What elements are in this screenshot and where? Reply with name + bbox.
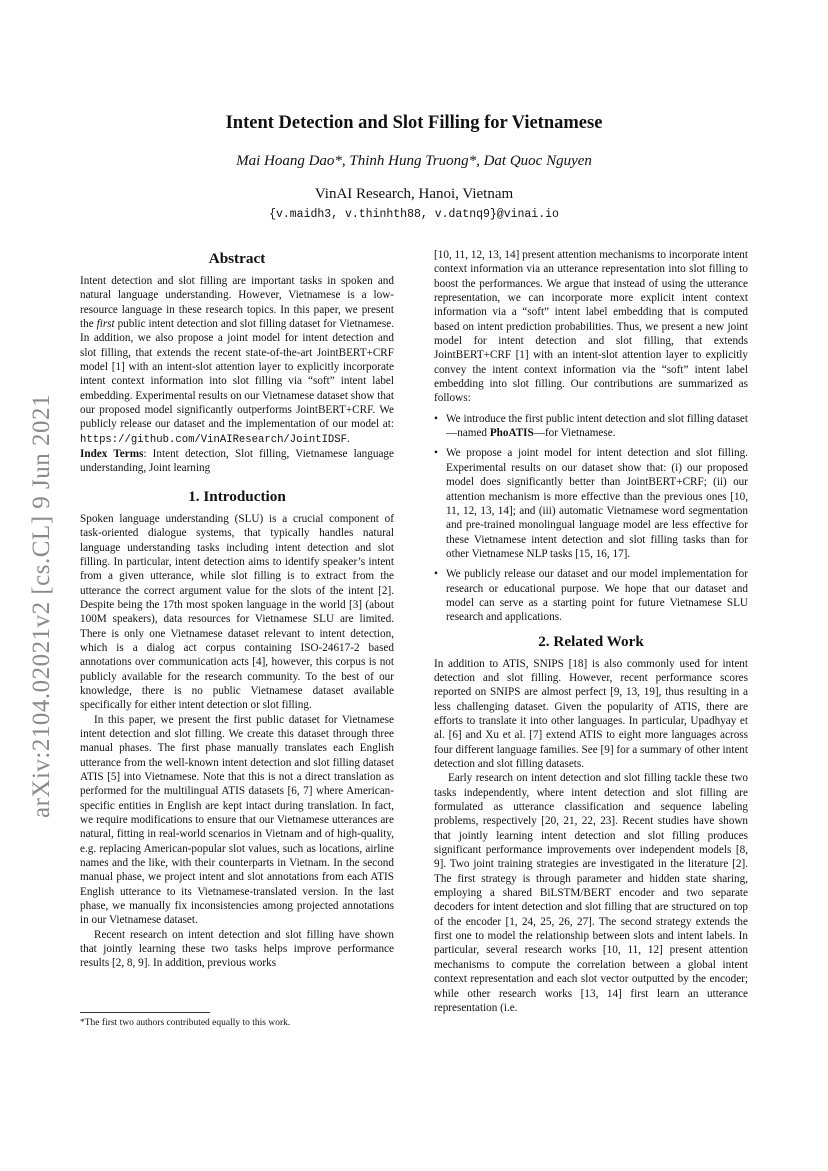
bullet-icon: • (434, 447, 438, 460)
arxiv-stamp-text: arXiv:2104.02021v2 [cs.CL] 9 Jun 2021 (28, 393, 55, 819)
footnote-text: *The first two authors contributed equally to this work. (80, 1018, 291, 1028)
intro-paragraph-2: In this paper, we present the first public dataset for Vietnamese intent detection and slot filling. We create this dataset through three manual phases. The first phase manually translates each English utterance from the well-known intent detection and slot filling dataset ATIS [5] into Vietnamese. Note that this is not a direct translation as performed for the multilingual ATIS datasets [6, 7] where American-specific entities in English are kept intact during translation. In fact, we require modifications to ensure that our Vietnamese utterances are natural, fitting in real-world scenarios in Vietnam and of high-quality, e.g. replacing American-popular slot values, such as locations, airline names and the like, with their counterparts in Vietnam. In the second manual phase, we project intent and slot annotations from each ATIS English utterance to its Vietnamese-translated version. In the last phase, we manually fix inconsistencies among projected annotations in our Vietnamese dataset. (80, 713, 394, 927)
intro-paragraph-3: Recent research on intent detection and slot filling have shown that jointly learning these two tasks helps improve performance results [2, 8, 9]. In addition, previous works (80, 928, 394, 970)
paper-title: Intent Detection and Slot Filling for Vietnamese (225, 113, 603, 133)
arxiv-stamp (24, 376, 60, 836)
list-item: • We propose a joint model for intent detection and slot filling. Experimental results on our dataset show that: (i) our proposed model does significantly better than JointBERT+CRF; (ii) our attention mechanism is more effective than the previous ones [10, 11, 12, 13, 14]; and (iii) automatic Vietnamese word segmentation and pre-trained monolingual language model are less effective for these Vietnamese intent detection and slot filling tasks than for other Vietnamese NLP tasks [15, 16, 17]. (434, 447, 748, 560)
author-list: Mai Hoang Dao*, Thinh Hung Truong*, Dat Quoc Nguyen (236, 153, 592, 169)
abstract-section (80, 250, 394, 476)
abstract-text: Intent detection and slot filling are important tasks in spoken and natural language understanding. However, Vietnamese is a low-resource language in these research topics. In this paper, we present the first public intent detection and slot filling dataset for Vietnamese. In addition, we also propose a joint model for intent detection and slot filling, that extends the recent state-of-the-art JointBERT+CRF model [1] with an intent-slot attention layer to explicitly incorporate intent context information into slot filling via “soft” intent label embedding. Experimental results on our Vietnamese dataset show that our proposed model significantly outperforms JointBERT+CRF. We publicly release our dataset and the implementation of our model at: https://github.com/VinAIResearch/JointIDSF. (80, 275, 394, 446)
list-item: • We publicly release our dataset and our model implementation for research or educational purpose. We hope that our dataset and model can serve as a starting point for future Vietnamese SLU research and applications. (434, 568, 748, 624)
author-emails: {v.maidh3, v.thinhth88, v.datnq9}@vinai.io (269, 208, 559, 221)
introduction-section (80, 488, 394, 971)
bullet-icon: • (434, 412, 438, 425)
bullet-icon: • (434, 568, 438, 581)
contribution-list (434, 412, 748, 625)
left-column (80, 248, 394, 971)
intro-paragraph-3-continued: [10, 11, 12, 13, 14] present attention mechanisms to incorporate intent context information via an utterance representation into slot filling to boost the performances. We argue that instead of using the utterance representation, we can incorporate more explicit intent context information via a “soft” intent label embedding that is computed based on intent prediction probabilities. Thus, we present a new joint model for intent detection and slot filling, that extends JointBERT+CRF [1] with an intent-slot attention layer to explicitly convey the intent context information via the “soft” intent label embedding into slot filling. Our contributions are summarized as follows: (434, 249, 749, 405)
related-work-heading: 2. Related Work (538, 632, 644, 650)
footnote-rule (80, 1012, 210, 1013)
affiliation: VinAI Research, Hanoi, Vietnam (314, 186, 514, 202)
abstract-heading: Abstract (208, 250, 266, 267)
introduction-heading: 1. Introduction (188, 487, 286, 505)
index-terms: Index Terms: Intent detection, Slot filling, Vietnamese language understanding, Joint learning (80, 448, 394, 475)
related-work-section (434, 633, 748, 1016)
code-url-link[interactable]: https://github.com/VinAIResearch/JointIDSF (80, 433, 348, 446)
related-paragraph-2: Early research on intent detection and slot filling tackle these two tasks independently, where intent detection and slot filling are formulated as utterance classification and sequence labeling problems, respectively [20, 21, 22, 23]. Recent studies have shown that jointly learning intent detection and slot filling produces significant performance improvements over independent models [8, 9]. Two joint training strategies are investigated in the literature [2]. The first strategy is through parameter and hidden state sharing, employing a shared BiLSTM/BERT encoder and two separate decoders for intent detection and slot filling that are structured on top of the encoder [1, 24, 25, 26, 27]. The second strategy extends the first one to model the relationship between slots and intent labels. In particular, several research works [10, 11, 12] present attention mechanisms to compute the correlation between a global intent context representation and each slot vector outputted by the encoder; while other research works [13, 14] first learn an utterance representation (i.e. (434, 772, 748, 1014)
list-item: • We introduce the first public intent detection and slot filling dataset—named PhoATIS—for Vietnamese. (434, 412, 748, 440)
intro-paragraph-1: Spoken language understanding (SLU) is a crucial component of task-oriented dialogue systems, that typically handles natural language understanding tasks including intent detection and slot filling. In particular, intent detection aims to identify speaker’s intent from a given utterance, while slot filling is to extract from the utterance the correct argument value for the slots of the intent [2]. Despite being the 17th most spoken language in the world [3] (about 100M speakers), data resources for Vietnamese SLU are limited. There is only one Vietnamese dataset relevant to intent detection, which is a dialog act corpus containing ISO-24617-2 based annotations over communication acts [4], however, this corpus is not publicly available for the research community. To the best of our knowledge, there is no public Vietnamese dataset available specifically for either intent detection or slot filling. (80, 512, 394, 712)
related-paragraph-1: In addition to ATIS, SNIPS [18] is also commonly used for intent detection and slot filling. However, recent performance scores reported on SNIPS are almost perfect [9, 13, 19], thus resulting in a less challenging dataset. Given the popularity of ATIS, there are efforts to translate it into other languages. In particular, Upadhyay et al. [6] and Xu et al. [7] extend ATIS to eight more languages across four different language families. See [9] for a summary of other intent detection and slot filling datasets. (434, 657, 748, 770)
right-column (434, 248, 748, 1015)
footnote (80, 1012, 394, 1028)
